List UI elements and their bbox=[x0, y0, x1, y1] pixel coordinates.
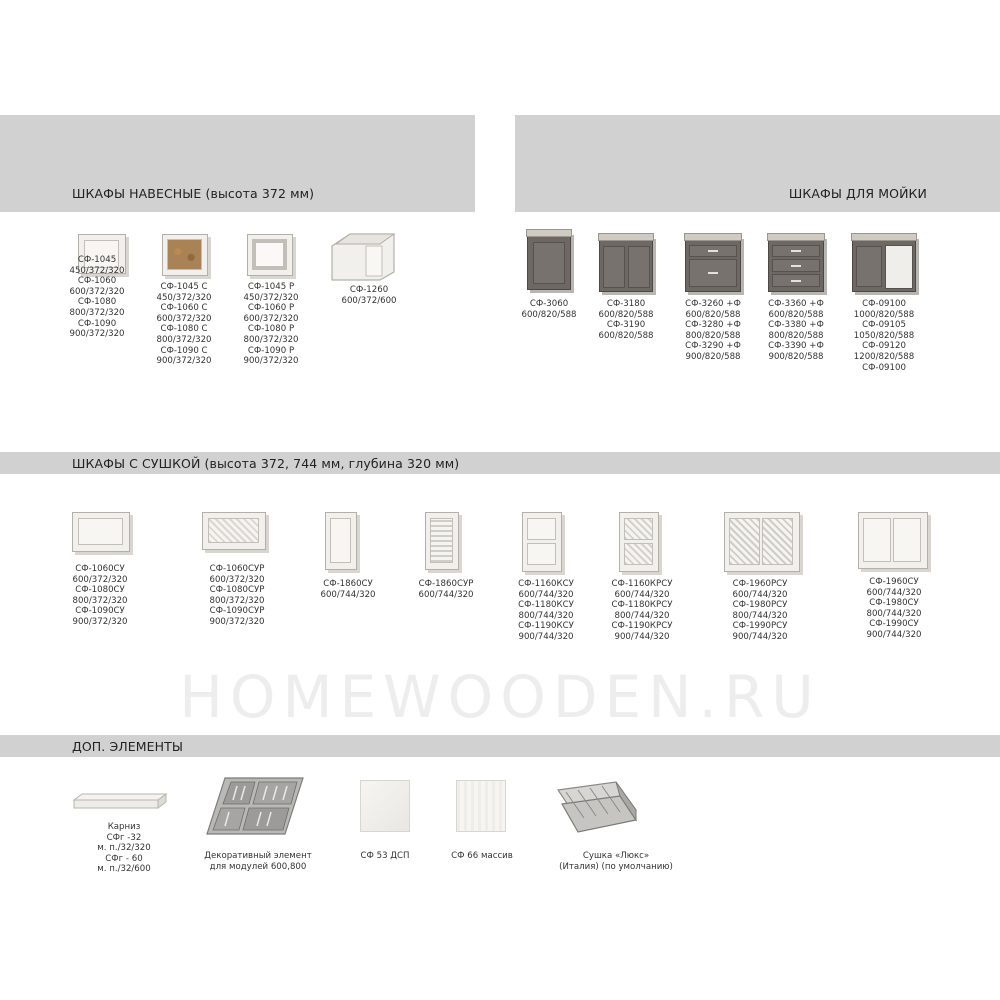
product-code: СФ-1045 Р bbox=[247, 282, 295, 292]
product-item bbox=[590, 299, 662, 341]
product-size: 600/820/588 bbox=[685, 309, 741, 320]
solid-wood-sample-image bbox=[456, 780, 506, 832]
product-code: СФ-3290 +Ф bbox=[685, 341, 741, 352]
product-size: 900/372/320 bbox=[72, 616, 128, 627]
cutlery-tray-image bbox=[205, 774, 305, 838]
product-size: 900/744/320 bbox=[866, 629, 922, 640]
product-item bbox=[408, 579, 484, 600]
tall-dryer-cabinet-image bbox=[325, 512, 357, 570]
item-label: СФ 53 ДСП bbox=[360, 851, 410, 861]
product-code: СФ-1060 С bbox=[160, 303, 208, 314]
item-label: (Италия) (по умолчанию) bbox=[559, 861, 673, 872]
product-code: СФ-1960РСУ bbox=[732, 579, 788, 589]
product-code: СФ-3260 +Ф bbox=[685, 299, 741, 309]
product-item bbox=[235, 282, 307, 367]
product-size: 1200/820/588 bbox=[853, 351, 915, 362]
product-item bbox=[333, 285, 405, 306]
product-code: СФ-09100 bbox=[862, 299, 906, 309]
product-code: СФ-1990СУ bbox=[869, 619, 919, 630]
product-size: 900/820/588 bbox=[768, 351, 824, 362]
product-code: СФ-1980РСУ bbox=[732, 600, 788, 611]
tall-dryer-cabinet-glass-image bbox=[425, 512, 459, 570]
product-size: м. п./32/600 bbox=[97, 864, 151, 875]
product-code: СФ-1860СУ bbox=[323, 579, 373, 589]
product-code: СФ-3190 bbox=[606, 320, 646, 331]
product-item bbox=[62, 255, 132, 340]
product-size: 600/744/320 bbox=[418, 589, 474, 600]
item-label: Сушка «Люкс» bbox=[582, 851, 650, 861]
product-size: 600/744/320 bbox=[732, 589, 788, 600]
product-code: СФ-1090СУ bbox=[75, 606, 125, 617]
product-item bbox=[602, 579, 682, 643]
product-item bbox=[846, 299, 922, 373]
product-code: СФ-1160КСУ bbox=[518, 579, 574, 589]
product-code: СФ-3280 +Ф bbox=[685, 320, 741, 331]
extra-elements-title: ДОП. ЭЛЕМЕНТЫ bbox=[72, 739, 184, 754]
product-code: СФ-1190КСУ bbox=[518, 621, 574, 632]
product-item bbox=[62, 564, 138, 628]
product-size: 900/372/320 bbox=[69, 329, 125, 340]
dryer-cabinets-title: ШКАФЫ С СУШКОЙ (высота 372, 744 мм, глубина 320 мм) bbox=[72, 456, 460, 471]
dryer-cabinet-glass-image bbox=[202, 512, 266, 550]
product-size: 900/744/320 bbox=[614, 631, 670, 642]
watermark: HOMEWOODEN.RU bbox=[179, 663, 821, 731]
product-code: СФ-1080СУ bbox=[75, 585, 125, 596]
product-item bbox=[195, 851, 321, 872]
product-item bbox=[88, 822, 160, 875]
product-size: 800/372/320 bbox=[156, 334, 212, 345]
product-size: 900/744/320 bbox=[732, 631, 788, 642]
sink-cabinets-title: ШКАФЫ ДЛЯ МОЙКИ bbox=[788, 186, 927, 201]
product-size: 900/372/320 bbox=[243, 356, 299, 367]
product-size: 600/820/588 bbox=[598, 309, 654, 320]
item-label: Декоративный элемент bbox=[204, 851, 312, 861]
product-item bbox=[442, 851, 522, 862]
product-item bbox=[513, 299, 585, 320]
product-size: 450/372/320 bbox=[243, 292, 299, 303]
product-code: СФ-1090 Р bbox=[247, 345, 295, 356]
product-code: СФ-3390 +Ф bbox=[768, 341, 824, 352]
product-code: СФ-1060СУР bbox=[209, 564, 265, 574]
product-item bbox=[197, 564, 277, 628]
product-size: 600/744/320 bbox=[518, 589, 574, 600]
product-code: СФ-1260 bbox=[349, 285, 389, 295]
corner-cabinet-image bbox=[328, 232, 398, 284]
product-code: СФ-09120 bbox=[862, 341, 906, 352]
product-code: СФ-1060 bbox=[77, 276, 117, 287]
product-code: СФ-1090СУР bbox=[209, 606, 265, 617]
wide-dryer-cabinet-image bbox=[858, 512, 928, 569]
product-size: 450/372/320 bbox=[69, 265, 125, 276]
product-size: 600/372/320 bbox=[69, 286, 125, 297]
product-item bbox=[350, 851, 420, 862]
product-size: 800/372/320 bbox=[209, 595, 265, 606]
product-item bbox=[677, 299, 749, 363]
item-label: Карниз bbox=[107, 822, 141, 832]
sink-cabinet-three-drawers-image bbox=[768, 236, 824, 292]
cornice-image bbox=[72, 790, 168, 814]
sink-cabinet-drawers-image bbox=[685, 236, 741, 292]
product-code: СФ-1060СУ bbox=[75, 564, 125, 574]
sink-cabinet-two-door-image bbox=[599, 236, 653, 292]
product-item bbox=[508, 579, 584, 643]
product-size: 900/820/588 bbox=[685, 351, 741, 362]
product-code: СФ-1060 Р bbox=[247, 303, 295, 314]
sink-cabinet-open-image bbox=[852, 236, 916, 292]
product-size: 800/744/320 bbox=[614, 610, 670, 621]
product-code: СФ-1080 С bbox=[160, 324, 208, 335]
product-size: 600/372/320 bbox=[243, 313, 299, 324]
product-size: 600/744/320 bbox=[866, 587, 922, 598]
product-code: СФ-1960СУ bbox=[869, 577, 919, 587]
product-size: 600/820/588 bbox=[598, 330, 654, 341]
wall-cabinets-title: ШКАФЫ НАВЕСНЫЕ (высота 372 мм) bbox=[72, 186, 315, 201]
product-size: 900/372/320 bbox=[209, 616, 265, 627]
product-code: СФ-1980СУ bbox=[869, 598, 919, 609]
product-size: 600/372/320 bbox=[156, 313, 212, 324]
product-size: 800/372/320 bbox=[72, 595, 128, 606]
product-code: СФ-3180 bbox=[606, 299, 646, 309]
product-code: СФ-3360 +Ф bbox=[768, 299, 824, 309]
product-size: 900/744/320 bbox=[518, 631, 574, 642]
product-code: СФ-1160КРСУ bbox=[611, 579, 673, 589]
product-code: СФ-1045 С bbox=[160, 282, 208, 292]
product-size: м. п./32/320 bbox=[97, 843, 151, 854]
sink-cabinets-band bbox=[515, 115, 1000, 212]
product-size: 600/372/320 bbox=[72, 574, 128, 585]
product-code: СФг -32 bbox=[106, 832, 142, 843]
item-label: СФ 66 массив bbox=[451, 851, 513, 861]
product-code: СФ-1080 bbox=[77, 297, 117, 308]
product-code: СФ-1190КРСУ bbox=[611, 621, 673, 632]
cabinet-glass-image bbox=[162, 234, 208, 276]
product-code: СФг - 60 bbox=[105, 853, 143, 864]
product-size: 600/372/600 bbox=[341, 295, 397, 306]
product-code: СФ-09100 bbox=[862, 362, 906, 373]
product-code: СФ-1990РСУ bbox=[732, 621, 788, 632]
product-item bbox=[854, 577, 934, 641]
product-size: 600/744/320 bbox=[320, 589, 376, 600]
dryer-cabinet-two-door-image bbox=[522, 512, 562, 572]
dish-dryer-image bbox=[556, 780, 638, 836]
wide-dryer-cabinet-glass-image bbox=[724, 512, 800, 572]
product-item bbox=[760, 299, 832, 363]
product-code: СФ-1080 Р bbox=[247, 324, 295, 335]
product-size: 1050/820/588 bbox=[853, 330, 915, 341]
product-code: СФ-1090 bbox=[77, 318, 117, 329]
chipboard-sample-image bbox=[360, 780, 410, 832]
product-size: 450/372/320 bbox=[156, 292, 212, 303]
dryer-cabinet-two-glass-image bbox=[619, 512, 659, 572]
product-item bbox=[556, 851, 676, 872]
product-size: 800/372/320 bbox=[243, 334, 299, 345]
product-size: 800/372/320 bbox=[69, 307, 125, 318]
product-code: СФ-1180КРСУ bbox=[611, 600, 673, 611]
product-size: 800/744/320 bbox=[732, 610, 788, 621]
product-item bbox=[718, 579, 802, 643]
product-size: 600/820/588 bbox=[521, 309, 577, 320]
product-item bbox=[148, 282, 220, 367]
product-size: 800/744/320 bbox=[518, 610, 574, 621]
product-code: СФ-1080СУР bbox=[209, 585, 265, 596]
product-code: СФ-1180КСУ bbox=[518, 600, 574, 611]
product-size: 800/820/588 bbox=[768, 330, 824, 341]
product-code: СФ-3380 +Ф bbox=[768, 320, 824, 331]
product-code: СФ-09105 bbox=[862, 320, 906, 331]
item-label: для модулей 600,800 bbox=[209, 861, 307, 872]
product-code: СФ-3060 bbox=[529, 299, 569, 309]
cabinet-frame-image bbox=[247, 234, 293, 276]
product-item bbox=[310, 579, 386, 600]
product-size: 900/372/320 bbox=[156, 356, 212, 367]
product-size: 600/372/320 bbox=[209, 574, 265, 585]
product-size: 600/744/320 bbox=[614, 589, 670, 600]
dryer-cabinet-image bbox=[72, 512, 130, 552]
product-size: 800/820/588 bbox=[685, 330, 741, 341]
product-code: СФ-1860СУР bbox=[418, 579, 474, 589]
sink-cabinet-image bbox=[527, 232, 571, 290]
product-size: 1000/820/588 bbox=[853, 309, 915, 320]
product-size: 600/820/588 bbox=[768, 309, 824, 320]
product-code: СФ-1090 С bbox=[160, 345, 208, 356]
product-code: СФ-1045 bbox=[77, 255, 117, 265]
product-size: 800/744/320 bbox=[866, 608, 922, 619]
